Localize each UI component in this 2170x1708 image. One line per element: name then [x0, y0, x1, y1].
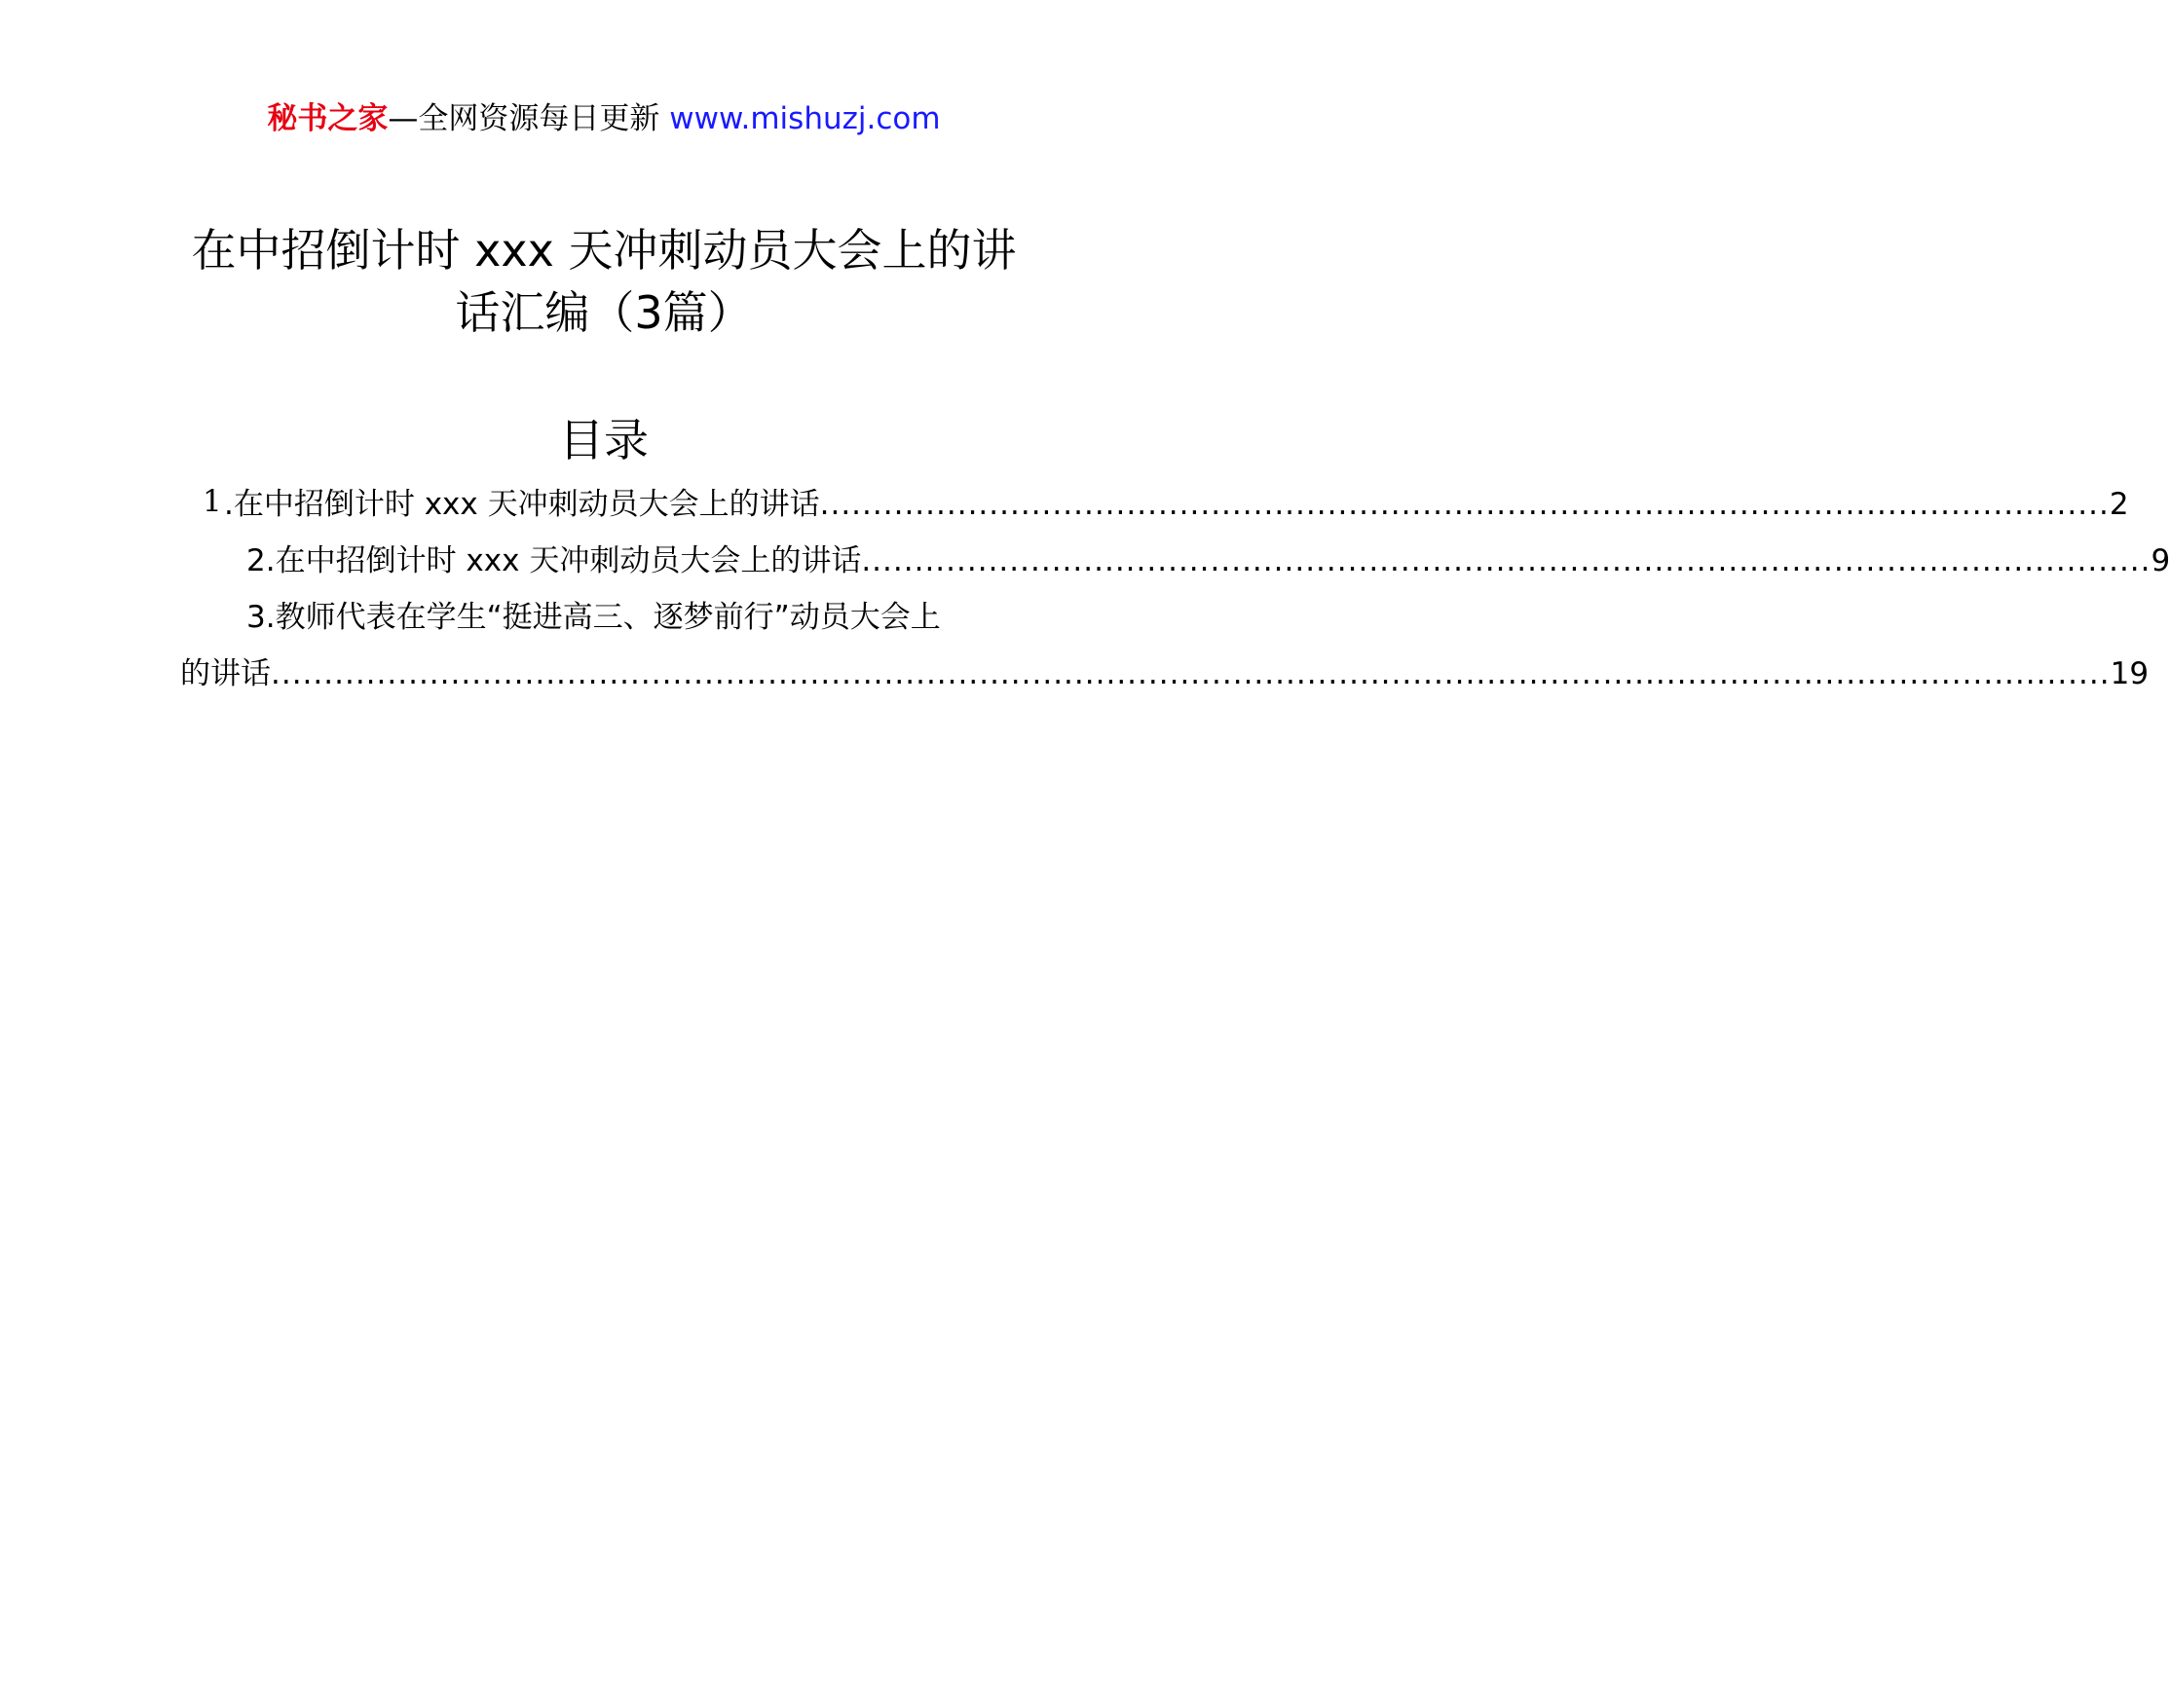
brand-name: 秘书之家	[267, 101, 389, 136]
title-line-1: 在中招倒计时 xxx 天冲刺动员大会上的讲	[191, 224, 1017, 277]
toc-leader-dots: ..........................................................................................................................	[819, 487, 2110, 522]
toc-item-1-number: 1	[203, 484, 222, 519]
header-tagline: —全网资源每日更新	[388, 101, 660, 136]
toc-item-1-page: 2	[2109, 487, 2129, 522]
toc-heading: 目录	[559, 414, 649, 466]
site-header	[0, 97, 1208, 140]
toc-item-2[interactable]	[180, 539, 2170, 582]
toc-item-3-page: 19	[2110, 656, 2150, 691]
toc-item-3-text-line-2: 的讲话	[180, 656, 271, 691]
document-title	[146, 219, 1062, 344]
toc-item-2-page: 9	[2151, 543, 2170, 578]
toc-leader-dots: ..........................................................................................................................	[861, 543, 2151, 578]
toc-item-3-text-line-1: 3.教师代表在学生“挺进高三、逐梦前行”动员大会上	[246, 600, 941, 635]
toc-leader-dots: ..............................................................................................................................................................................	[271, 656, 2111, 691]
toc-item-3[interactable]	[180, 596, 1023, 639]
toc-item-2-text: 2.在中招倒计时 xxx 天冲刺动员大会上的讲话	[246, 543, 862, 578]
toc-item-3-continued[interactable]	[180, 652, 2150, 695]
toc-item-1-text: .在中招倒计时 xxx 天冲刺动员大会上的讲话	[224, 487, 820, 522]
title-line-2: 话汇编（3篇）	[455, 286, 753, 339]
toc-item-1[interactable]	[180, 483, 2129, 526]
site-url[interactable]: www.mishuzj.com	[669, 101, 941, 136]
